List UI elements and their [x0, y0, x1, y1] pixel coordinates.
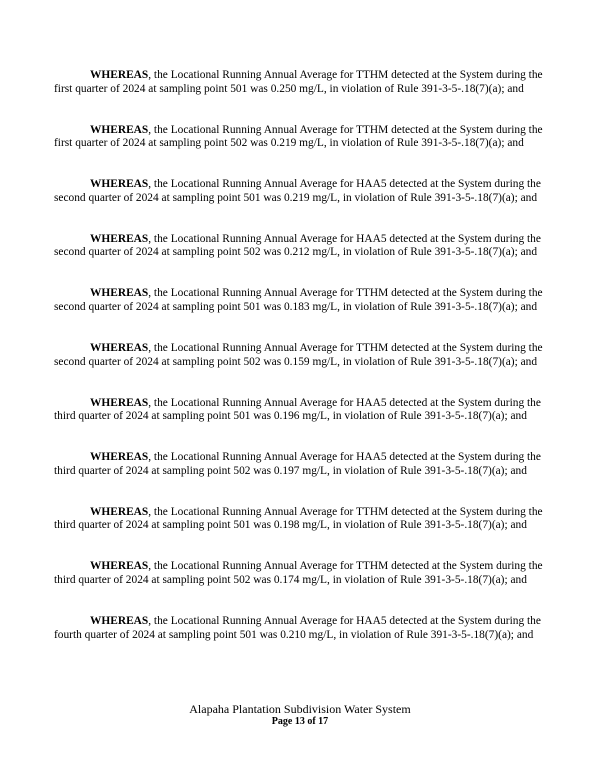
whereas-paragraph [54, 287, 548, 314]
paragraph-text: , the Locational Running Annual Average for TTHM detected at the System during the second quarter of 2024 at sampling point 501 was 0.183 mg/L, in violation of Rule 391-3-5-.18(7)(a); and [54, 287, 543, 314]
whereas-keyword: WHEREAS [90, 123, 149, 136]
whereas-keyword: WHEREAS [90, 341, 149, 354]
whereas-keyword: WHEREAS [90, 396, 149, 409]
paragraph-text: , the Locational Running Annual Average for TTHM detected at the System during the second quarter of 2024 at sampling point 502 was 0.159 mg/L, in violation of Rule 391-3-5-.18(7)(a); and [54, 341, 543, 368]
paragraph-text: , the Locational Running Annual Average for HAA5 detected at the System during the fourth quarter of 2024 at sampling point 501 was 0.210 mg/L, in violation of Rule 391-3-5-.18(7)(a); and [54, 614, 541, 641]
page-footer [0, 702, 600, 728]
paragraph-text: , the Locational Running Annual Average for HAA5 detected at the System during the third quarter of 2024 at sampling point 502 was 0.197 mg/L, in violation of Rule 391-3-5-.18(7)(a); and [54, 451, 541, 477]
whereas-keyword: WHEREAS [90, 560, 149, 573]
whereas-paragraph [54, 615, 548, 642]
whereas-paragraph [54, 342, 548, 369]
paragraph-text: , the Locational Running Annual Average for HAA5 detected at the System during the third quarter of 2024 at sampling point 501 was 0.196 mg/L, in violation of Rule 391-3-5-.18(7)(a); and [54, 396, 541, 423]
footer-system-name: Alapaha Plantation Subdivision Water System [189, 702, 411, 716]
whereas-paragraph [54, 397, 548, 424]
paragraph-text: , the Locational Running Annual Average for TTHM detected at the System during the third quarter of 2024 at sampling point 501 was 0.198 mg/L, in violation of Rule 391-3-5-.18(7)(a); and [54, 505, 543, 532]
whereas-keyword: WHEREAS [90, 232, 149, 245]
whereas-keyword: WHEREAS [90, 178, 149, 191]
paragraph-text: , the Locational Running Annual Average for TTHM detected at the System during the first quarter of 2024 at sampling point 501 was 0.250 mg/L, in violation of Rule 391-3-5-.18(7)(a); and [54, 69, 543, 95]
whereas-keyword: WHEREAS [90, 614, 149, 627]
whereas-paragraph [54, 451, 548, 478]
document-body [54, 69, 548, 670]
whereas-paragraph [54, 178, 548, 205]
whereas-keyword: WHEREAS [90, 287, 149, 300]
whereas-keyword: WHEREAS [90, 505, 149, 518]
paragraph-text: , the Locational Running Annual Average for HAA5 detected at the System during the second quarter of 2024 at sampling point 501 was 0.219 mg/L, in violation of Rule 391-3-5-.18(7)(a); and [54, 178, 541, 204]
page-number: Page 13 of 17 [271, 716, 329, 727]
whereas-keyword: WHEREAS [90, 69, 149, 81]
whereas-keyword: WHEREAS [90, 451, 149, 464]
whereas-paragraph [54, 560, 548, 587]
whereas-paragraph [54, 506, 548, 533]
paragraph-text: , the Locational Running Annual Average for TTHM detected at the System during the third quarter of 2024 at sampling point 502 was 0.174 mg/L, in violation of Rule 391-3-5-.18(7)(a); and [54, 560, 543, 587]
whereas-paragraph [54, 233, 548, 260]
paragraph-text: , the Locational Running Annual Average for TTHM detected at the System during the first quarter of 2024 at sampling point 502 was 0.219 mg/L, in violation of Rule 391-3-5-.18(7)(a); and [54, 123, 543, 150]
whereas-paragraph [54, 124, 548, 151]
paragraph-text: , the Locational Running Annual Average for HAA5 detected at the System during the second quarter of 2024 at sampling point 502 was 0.212 mg/L, in violation of Rule 391-3-5-.18(7)(a); and [54, 232, 541, 259]
whereas-paragraph [54, 69, 548, 96]
